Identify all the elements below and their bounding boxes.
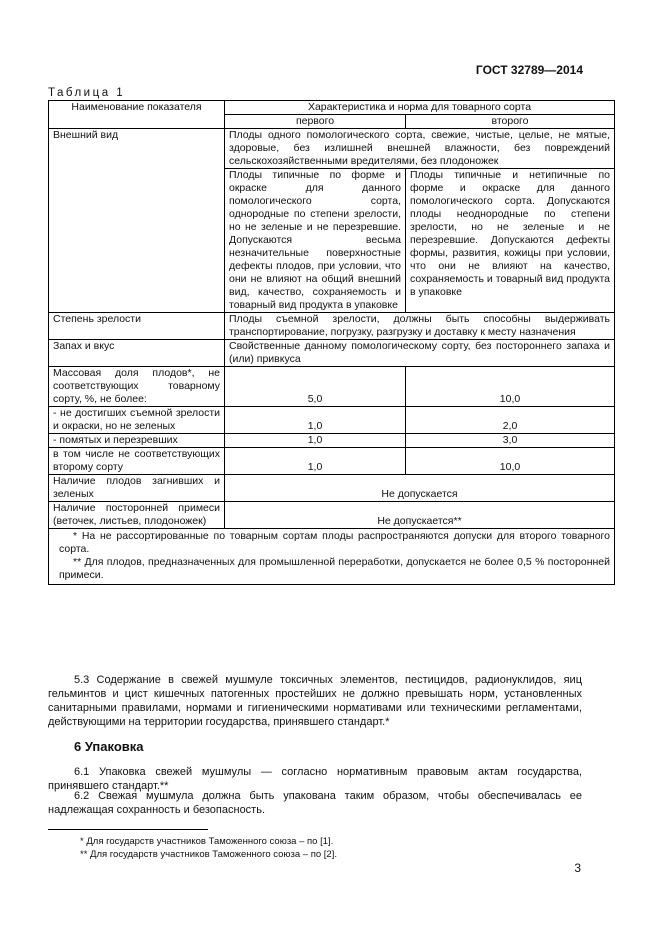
paragraph-6-1: 6.1 Упаковка свежей мушмулы — согласно нормативным правовым актам государства, принявшего стандарт.** [48,766,582,792]
table-row [49,129,615,169]
table-notes [49,529,615,585]
row-mass-fraction-first: 5,0 [225,367,406,407]
row-smell-name: Запах и вкус [49,340,225,367]
row-mass-fraction-name: Массовая доля плодов*, не соответствующих товарному сорту, %, не более: [49,367,225,407]
header-second-grade: второго [406,115,615,129]
table-row [49,475,615,502]
row-mass-fraction-second: 10,0 [406,367,615,407]
row-impurity-value: Не допускается** [225,502,615,529]
row-impurity-name: Наличие посторонней примеси (веточек, листьев, плодоножек) [49,502,225,529]
row-unripe-second: 2,0 [406,407,615,434]
table-note-2: ** Для плодов, предназначенных для промышленной переработки, допускается не более 0,5 % посторонней примеси. [59,556,610,581]
row-crumpled-first: 1,0 [225,434,406,448]
row-appearance-first: Плоды типичные по форме и окраске для данного помологического сорта, однородные по степени зрелости, но не зеленые и не перезревшие. Допускаются весьма незначительные поверхностные дефекты плодов, при условии, что они не влияют на общий внешний вид, качество, сохраняемость и товарный вид продукта в упаковке [225,169,406,313]
header-indicator: Наименование показателя [49,101,225,129]
table-row [49,367,615,407]
row-smell-value: Свойственные данному помологическому сорту, без постороннего запаха и (или) привкуса [225,340,615,367]
table-notes-row [49,529,615,585]
row-crumpled-name: - помятых и перезревших [49,434,225,448]
row-other-grade-second: 10,0 [406,448,615,475]
header-first-grade: первого [225,115,406,129]
header-grade-group: Характеристика и норма для товарного сорта [225,101,615,115]
table-row [49,502,615,529]
row-unripe-name: - не достигших съемной зрелости и окраски, но не зеленых [49,407,225,434]
row-ripeness-value: Плоды съемной зрелости, должны быть способны выдерживать транспортирование, погрузку, разгрузку и доставку к месту назначения [225,313,615,340]
row-ripeness-name: Степень зрелости [49,313,225,340]
table-note-1: * На не рассортированные по товарным сортам плоды распространяются допуски для второго товарного сорта. [59,530,610,555]
document-code: ГОСТ 32789—2014 [475,63,583,77]
quality-table [48,100,615,585]
table-row [49,407,615,434]
table-caption: Таблица 1 [48,87,126,99]
footnote-2: ** Для государств участников Таможенного союза – по [2]. [80,849,337,860]
table-header-row [49,101,615,115]
paragraph-6-2: 6.2 Свежая мушмула должна быть упакована таким образом, чтобы обеспечивалась ее надлежащая сохранность и безопасность. [48,790,582,816]
row-rotten-name: Наличие плодов загнивших и зеленых [49,475,225,502]
footnote-1: * Для государств участников Таможенного союза – по [1]. [80,836,334,847]
page-number: 3 [574,861,581,875]
row-appearance-second: Плоды типичные и нетипичные по форме и окраске для данного помологического сорта. Допускаются плоды неоднородные по степени зрелости, но не зеленые и не перезревшие. Допускаются дефекты формы, развития, кожицы при условии, что они не влияют на качество, сохраняемость и товарный вид продукта в упаковке [406,169,615,313]
row-appearance-name: Внешний вид [49,129,225,313]
row-unripe-first: 1,0 [225,407,406,434]
paragraph-5-3: 5.3 Содержание в свежей мушмуле токсичных элементов, пестицидов, радионуклидов, яиц гельминтов и цист кишечных патогенных простейших не должно превышать норм, установленных санитарными правилами, нормами и гигиеническими нормативами или техническими регламентами, действующими на территории государства, принявшего стандарт.* [48,674,582,728]
row-appearance-common: Плоды одного помологического сорта, свежие, чистые, целые, не мятые, здоровые, без излишней внешней влажности, без повреждений сельскохозяйственными вредителями, без плодоножек [225,129,615,169]
row-other-grade-name: в том числе не соответствующих второму сорту [49,448,225,475]
table-row [49,448,615,475]
table-row [49,434,615,448]
footnote-divider [48,829,208,830]
row-crumpled-second: 3,0 [406,434,615,448]
row-rotten-value: Не допускается [225,475,615,502]
table-row [49,313,615,340]
section-6-heading: 6 Упаковка [74,739,144,754]
row-other-grade-first: 1,0 [225,448,406,475]
table-row [49,340,615,367]
